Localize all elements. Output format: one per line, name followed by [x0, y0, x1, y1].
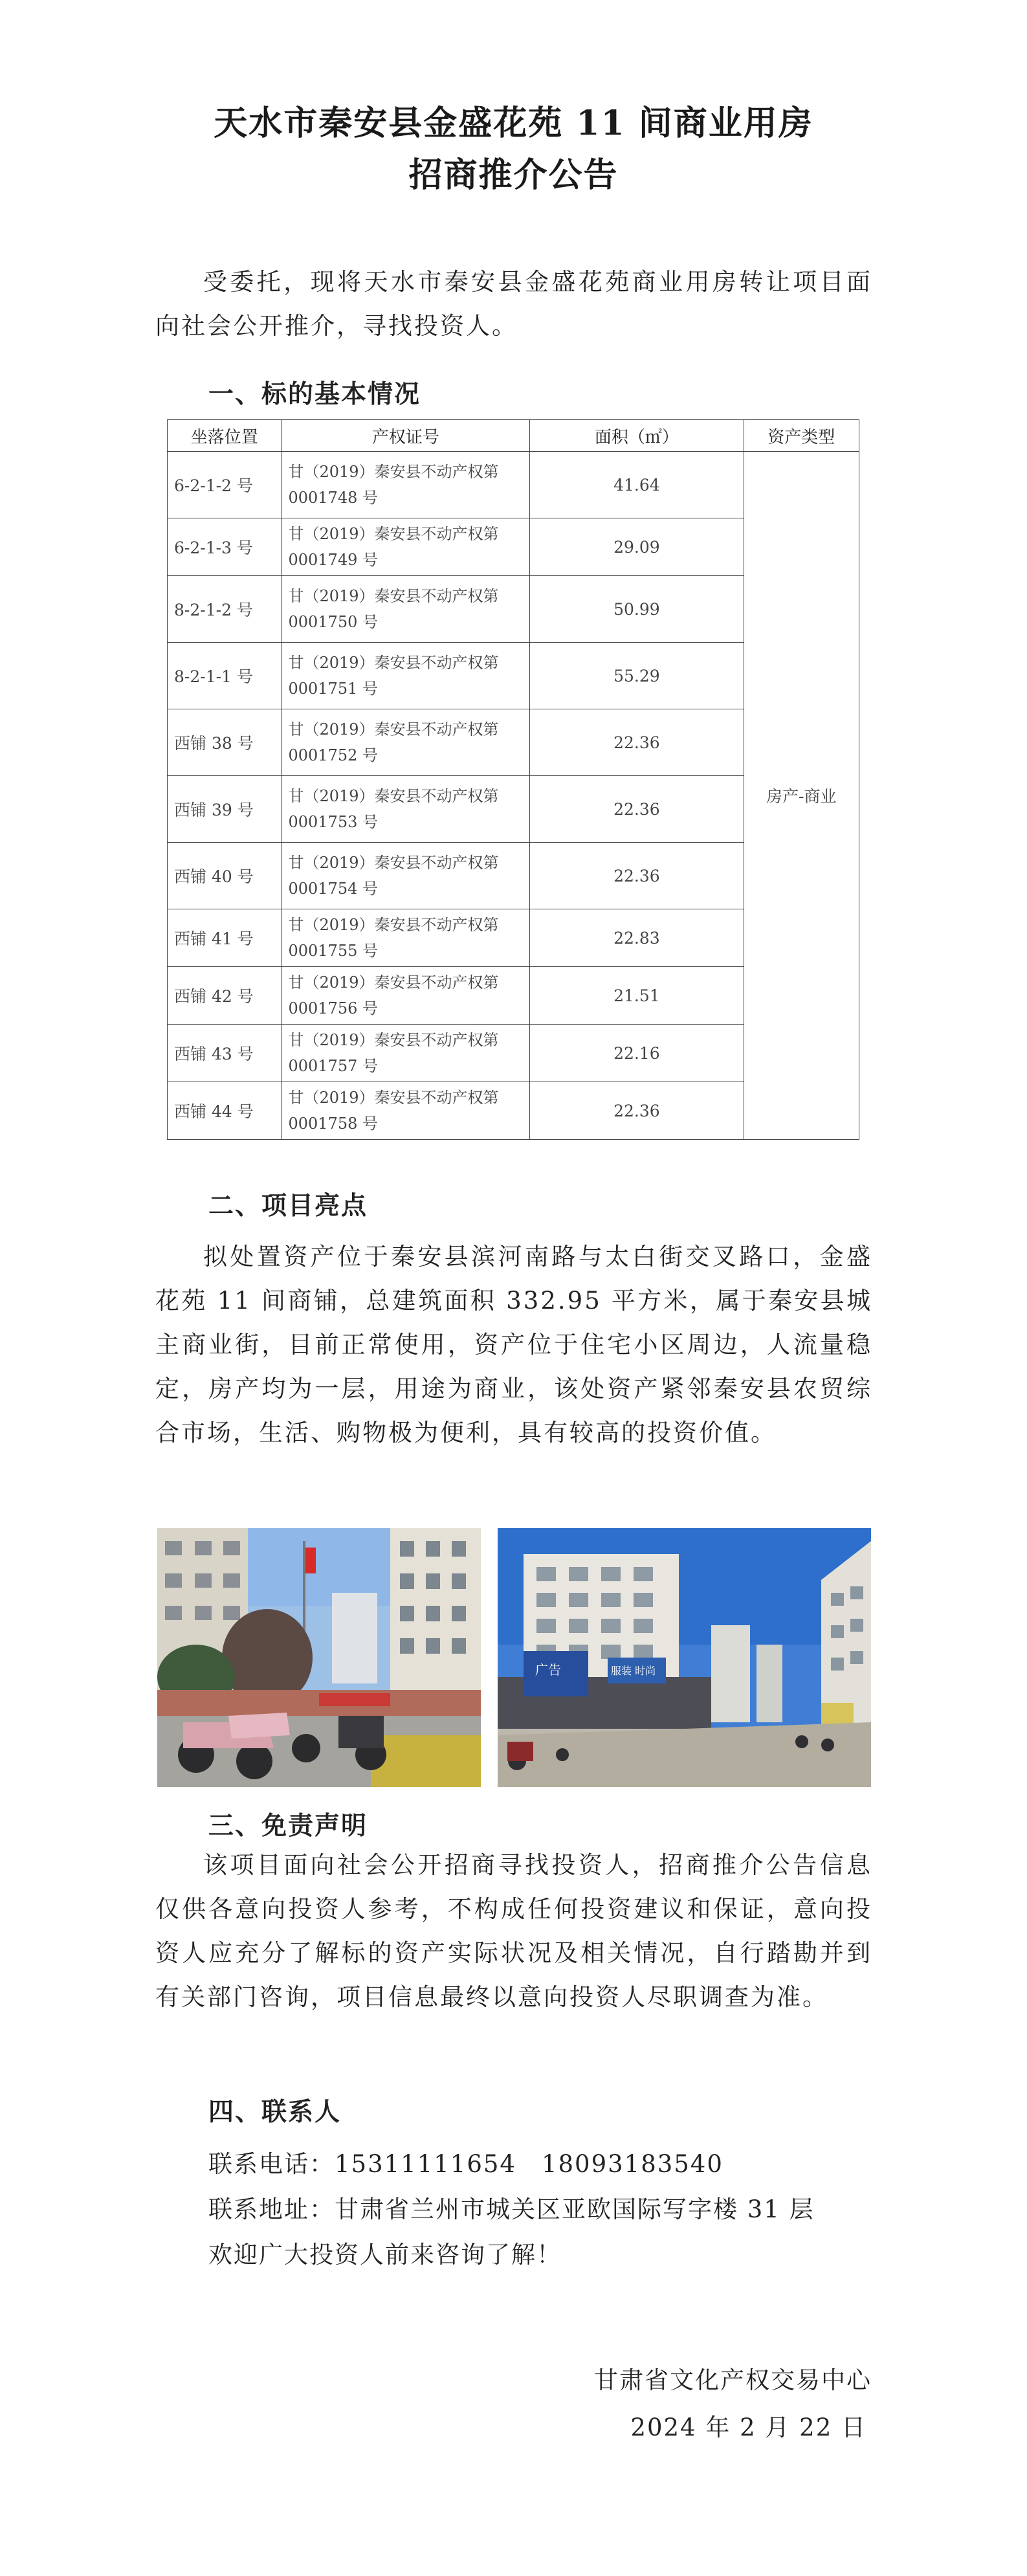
issue-date: 2024 年 2 月 22 日 [630, 2414, 867, 2441]
cell-location: 6-2-1-2 号 [168, 452, 282, 518]
contact-phone: 联系电话：15311111654 18093183540 [208, 2150, 723, 2178]
cert-line-1: 甘（2019）秦安县不动产权第 [288, 1031, 499, 1049]
cell-location: 西铺 39 号 [168, 776, 282, 843]
cell-certificate [282, 776, 530, 843]
table-header-row [168, 420, 859, 452]
cell-area: 55.29 [530, 643, 744, 709]
cell-asset-type: 房产-商业 [744, 452, 859, 1140]
cell-certificate [282, 518, 530, 576]
column-header-certificate: 产权证号 [282, 420, 530, 452]
cell-certificate [282, 452, 530, 518]
cell-certificate [282, 1082, 530, 1140]
cert-line-1: 甘（2019）秦安县不动产权第 [288, 654, 499, 672]
title-line-1: 天水市秦安县金盛花苑 11 间商业用房 [214, 104, 813, 143]
street-photo [498, 1528, 871, 1787]
cert-line-2: 0001753 号 [288, 813, 378, 831]
cell-certificate [282, 643, 530, 709]
cert-line-1: 甘（2019）秦安县不动产权第 [288, 916, 499, 934]
cell-certificate [282, 709, 530, 776]
cert-line-2: 0001754 号 [288, 880, 378, 898]
table-row [168, 452, 859, 518]
cert-line-2: 0001749 号 [288, 551, 378, 569]
cell-area: 22.83 [530, 909, 744, 967]
cell-certificate [282, 967, 530, 1025]
cell-certificate [282, 1025, 530, 1082]
cell-location: 西铺 43 号 [168, 1025, 282, 1082]
cell-certificate [282, 909, 530, 967]
cell-location: 西铺 41 号 [168, 909, 282, 967]
cell-certificate [282, 843, 530, 909]
asset-table [167, 419, 859, 1140]
section-1-heading: 一、标的基本情况 [208, 379, 421, 409]
column-header-location: 坐落位置 [168, 420, 282, 452]
cert-line-1: 甘（2019）秦安县不动产权第 [288, 854, 499, 872]
cert-line-2: 0001750 号 [288, 613, 378, 631]
cell-location: 8-2-1-1 号 [168, 643, 282, 709]
highlights-paragraph: 拟处置资产位于秦安县滨河南路与太白街交叉路口，金盛花苑 11 间商铺，总建筑面积 332.95 平方米，属于秦安县城主商业街，目前正常使用，资产位于住宅小区周边，人流量稳定，房产均为一层，用途为商业，该处资产紧邻秦安县农贸综合市场，生活、购物极为便利，具有较高的投资价值。 [155, 1243, 872, 1447]
cell-area: 50.99 [530, 576, 744, 643]
cert-line-2: 0001756 号 [288, 999, 378, 1017]
cert-line-1: 甘（2019）秦安县不动产权第 [288, 1089, 499, 1107]
cert-line-1: 甘（2019）秦安县不动产权第 [288, 587, 499, 605]
cell-area: 29.09 [530, 518, 744, 576]
cert-line-2: 0001751 号 [288, 680, 378, 698]
cell-location: 西铺 42 号 [168, 967, 282, 1025]
contact-address: 联系地址：甘肃省兰州市城关区亚欧国际写字楼 31 层 [208, 2195, 815, 2223]
cert-line-2: 0001755 号 [288, 942, 378, 960]
section-3-heading: 三、免责声明 [208, 1811, 368, 1841]
intro-paragraph: 受委托，现将天水市秦安县金盛花苑商业用房转让项目面向社会公开推介，寻找投资人。 [155, 268, 872, 340]
cell-area: 22.16 [530, 1025, 744, 1082]
cert-line-1: 甘（2019）秦安县不动产权第 [288, 463, 499, 481]
cert-line-2: 0001757 号 [288, 1057, 378, 1075]
cert-line-1: 甘（2019）秦安县不动产权第 [288, 720, 499, 738]
shop-sign-left: 广告 [535, 1662, 561, 1678]
cell-location: 西铺 38 号 [168, 709, 282, 776]
disclaimer-paragraph: 该项目面向社会公开招商寻找投资人，招商推介公告信息仅供各意向投资人参考，不构成任何投资建议和保证，意向投资人应充分了解标的资产实际状况及相关情况，自行踏勘并到有关部门咨询，项目信息最终以意向投资人尽职调查为准。 [155, 1851, 872, 2011]
courtyard-photo [157, 1528, 481, 1787]
section-2-heading: 二、项目亮点 [208, 1191, 368, 1221]
cell-location: 西铺 40 号 [168, 843, 282, 909]
cell-area: 22.36 [530, 709, 744, 776]
cell-area: 22.36 [530, 1082, 744, 1140]
issuer-organization: 甘肃省文化产权交易中心 [594, 2366, 872, 2394]
section-4-heading: 四、联系人 [208, 2097, 342, 2127]
shop-sign-right: 服装 时尚 [611, 1665, 656, 1677]
column-header-area: 面积（㎡） [530, 420, 744, 452]
column-header-asset-type: 资产类型 [744, 420, 859, 452]
cert-line-1: 甘（2019）秦安县不动产权第 [288, 787, 499, 805]
cell-area: 41.64 [530, 452, 744, 518]
cell-certificate [282, 576, 530, 643]
cert-line-2: 0001758 号 [288, 1115, 378, 1133]
cert-line-1: 甘（2019）秦安县不动产权第 [288, 973, 499, 992]
cell-area: 22.36 [530, 776, 744, 843]
cert-line-1: 甘（2019）秦安县不动产权第 [288, 525, 499, 543]
cell-location: 西铺 44 号 [168, 1082, 282, 1140]
cell-location: 8-2-1-2 号 [168, 576, 282, 643]
cert-line-2: 0001748 号 [288, 489, 378, 507]
cell-area: 21.51 [530, 967, 744, 1025]
cell-area: 22.36 [530, 843, 744, 909]
cell-location: 6-2-1-3 号 [168, 518, 282, 576]
title-line-2: 招商推介公告 [408, 155, 619, 195]
cert-line-2: 0001752 号 [288, 746, 378, 764]
welcome-text: 欢迎广大投资人前来咨询了解！ [208, 2241, 562, 2269]
